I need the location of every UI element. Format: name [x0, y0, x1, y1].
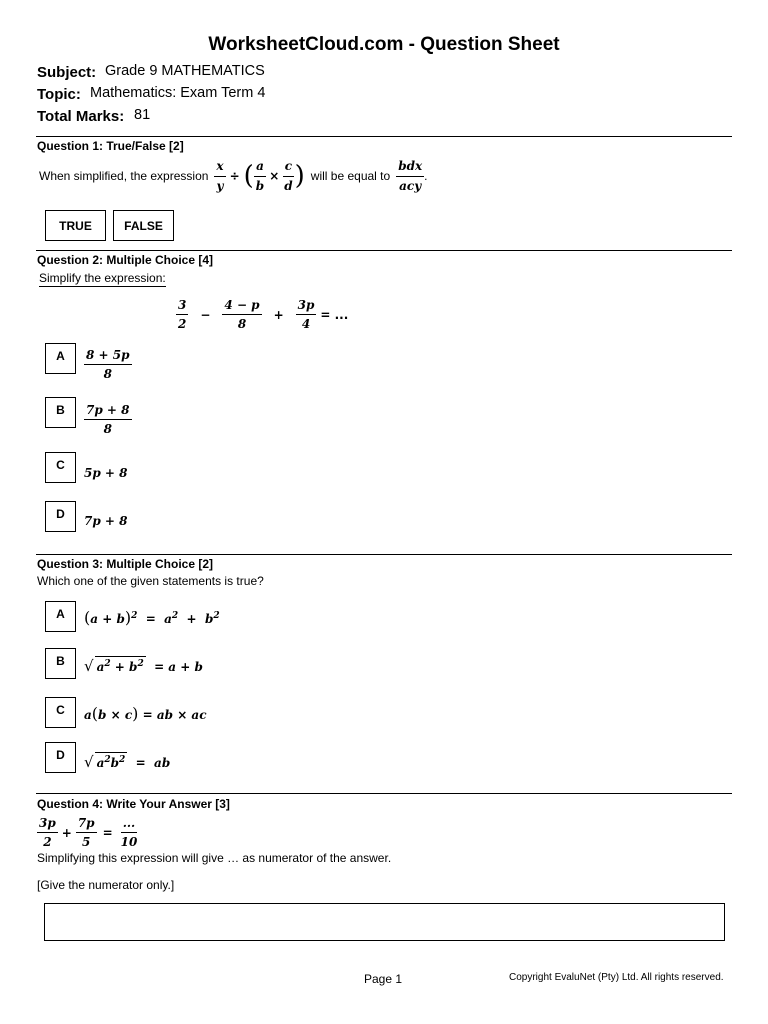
q2-option-b-expression: $\frac{7p + 8}{8}$ [86, 403, 130, 437]
q2-option-b-button[interactable]: B [45, 397, 76, 428]
total-marks-value: 81 [134, 107, 151, 123]
question-2-heading: Question 2: Multiple Choice [4] [37, 253, 214, 267]
topic-value: Mathematics: Exam Term 4 [90, 85, 266, 101]
divider [36, 136, 732, 137]
q2-option-d-expression: 7p + 8 [84, 514, 128, 528]
subject-label: Subject: [37, 64, 97, 81]
question-3-heading: Question 3: Multiple Choice [2] [37, 557, 214, 571]
question-1-result: $\frac{\text{bdx}}{\text{acy}}$ [398, 159, 423, 193]
question-1-statement: When simplified, the expression $\frac{x}{y}$ ÷ ( $\frac{a}{b}$ × $\frac{c}{d}$ ) will be equal to $\frac{\text{bdx}}{\text{acy}}$ . [39, 159, 428, 193]
question-1-text-after: will be equal to [310, 169, 391, 183]
copyright-notice: Copyright EvaluNet (Pty) Ltd. All rights reserved. [509, 972, 724, 983]
question-4-note: [Give the numerator only.] [37, 878, 175, 892]
page-number: Page 1 [364, 972, 403, 986]
q3-option-a-button[interactable]: A [45, 601, 76, 632]
question-1-expression: $\frac{x}{y}$ ÷ ( $\frac{a}{b}$ × $\frac{c}{d}$ ) [216, 159, 305, 193]
q3-option-d-expression: √ $a^2b^2$ = ab [84, 753, 171, 771]
q2-option-d-button[interactable]: D [45, 501, 76, 532]
page-title: WorksheetCloud.com - Question Sheet [208, 34, 560, 55]
question-3-prompt: Which one of the given statements is true? [37, 574, 264, 588]
false-button[interactable]: FALSE [113, 210, 174, 241]
question-2-prompt: Simplify the expression: [39, 271, 166, 285]
total-marks-label: Total Marks: [37, 108, 125, 125]
q2-option-a-expression: $\frac{8 + 5p}{8}$ [86, 348, 130, 382]
question-4-expression: $\frac{3p}{2}$ + $\frac{7p}{5}$ = $\frac{...}{10}$ [39, 816, 138, 850]
topic-label: Topic: [37, 86, 81, 103]
q2-option-c-expression: 5p + 8 [84, 466, 128, 480]
true-button[interactable]: TRUE [45, 210, 106, 241]
subject-value: Grade 9 MATHEMATICS [105, 63, 265, 79]
q3-option-c-expression: a(b × c) = ab × ac [84, 704, 207, 723]
q3-option-b-button[interactable]: B [45, 648, 76, 679]
question-2-expression: $\frac{3}{2}$ − $\frac{4 - p}{8}$ + $\frac{3p}{4}$ = ... [178, 298, 349, 332]
divider [36, 793, 732, 794]
q3-option-c-button[interactable]: C [45, 697, 76, 728]
q2-option-a-button[interactable]: A [45, 343, 76, 374]
answer-input[interactable] [44, 903, 725, 941]
q3-option-d-button[interactable]: D [45, 742, 76, 773]
question-4-heading: Question 4: Write Your Answer [3] [37, 797, 230, 811]
divider [36, 250, 732, 251]
question-1-text-before: When simplified, the expression [39, 169, 209, 183]
q3-option-b-expression: √ $a^2 + b^2 = a + b$ [84, 657, 203, 675]
question-1-heading: Question 1: True/False [2] [37, 139, 184, 153]
question-4-instruction: Simplifying this expression will give … as numerator of the answer. [37, 851, 392, 865]
divider [36, 554, 732, 555]
q2-option-c-button[interactable]: C [45, 452, 76, 483]
q3-option-a-expression: $(a + b)^2 = a^2 + b^2$ [84, 608, 220, 627]
